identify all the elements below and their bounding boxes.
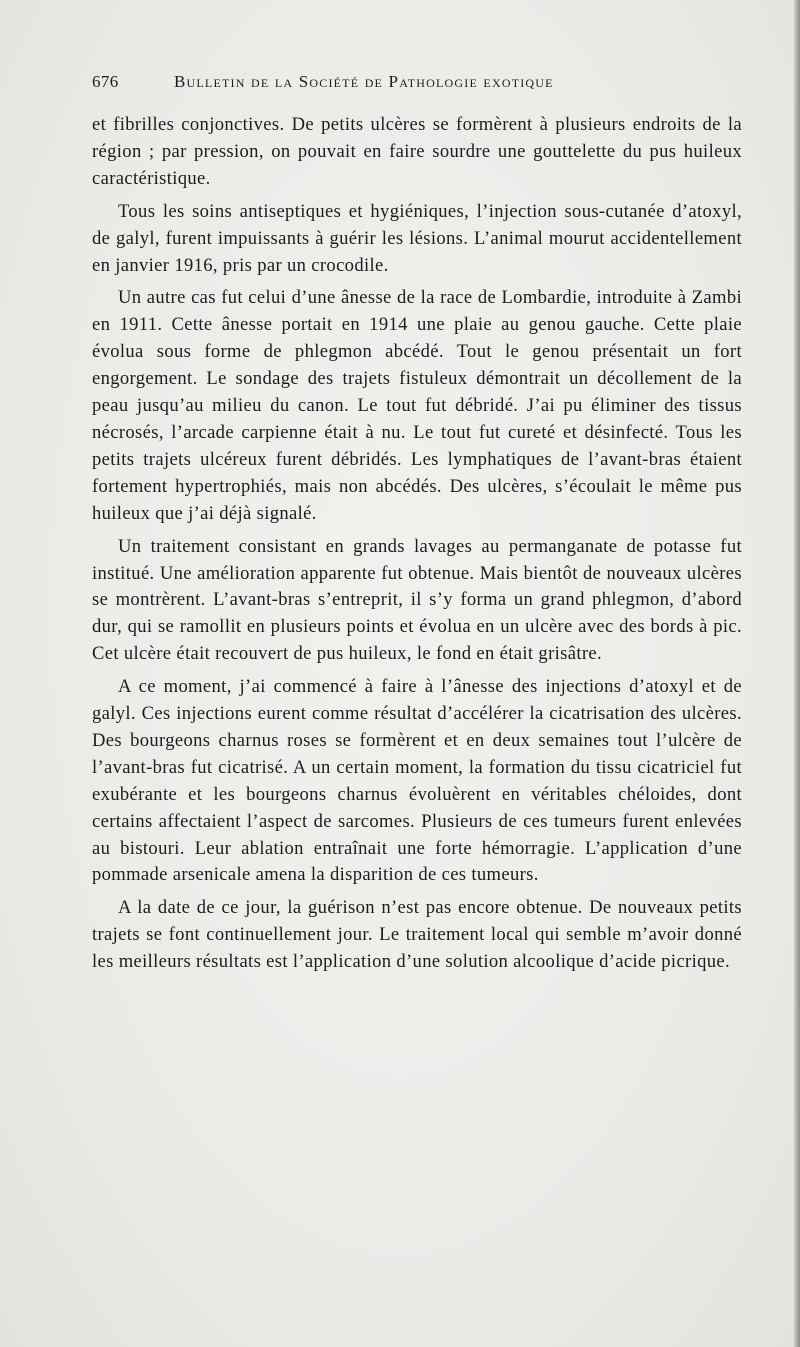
- journal-title: Bulletin de la Société de Pathologie exotique: [174, 72, 554, 91]
- paragraph: Tous les soins antiseptiques et hygiéniques, l’injection sous-cutanée d’atoxyl, de galyl, furent impuissants à guérir les lésions. L’animal mourut accidentellement en janvier 1916, pris par un crocodile.: [92, 200, 742, 276]
- article-body: [92, 112, 742, 982]
- paragraph: A la date de ce jour, la guérison n’est pas encore obtenue. De nouveaux petits trajets se font continuellement jour. Le traitement local qui semble m’avoir donné les meilleurs résultats est l’application d’une solution alcoolique d’acide picrique.: [92, 897, 742, 973]
- paragraph: Un traitement consistant en grands lavages au permanganate de potasse fut institué. Une amélioration apparente fut obtenue. Mais bientôt de nouveaux ulcères se montrèrent. L’avant-bras s’entreprit, il s’y forma un grand phlegmon, d’abord dur, qui se ramollit en plusieurs points et évolua en un ulcère avec des bords à pic. Cet ulcère était recouvert de pus huileux, le fond en était grisâtre.: [92, 535, 742, 665]
- page-number: 676: [92, 72, 119, 91]
- paragraph: Un autre cas fut celui d’une ânesse de la race de Lombardie, introduite à Zambi en 1911. Cette ânesse portait en 1914 une plaie au genou gauche. Cette plaie évolua sous forme de phlegmon abcédé. Tout le genou présentait un fort engorgement. Le sondage des trajets fistuleux démontrait un décollement de la peau jusqu’au milieu du canon. Le tout fut débridé. J’ai pu éliminer des tissus nécrosés, l’arcade carpienne était à nu. Le tout fut cureté et désinfecté. Tous les petits trajets ulcéreux furent débridés. Les lymphatiques de l’avant-bras étaient fortement hypertrophiés, mais non abcédés. Des ulcères, s’écoulait le même pus huileux que j’ai déjà signalé.: [92, 287, 742, 524]
- page-edge-shadow: [794, 0, 800, 1347]
- paragraph: et fibrilles conjonctives. De petits ulcères se formèrent à plusieurs endroits de la région ; par pression, on pouvait en faire sourdre une gouttelette du pus huileux caractéristique.: [92, 114, 742, 189]
- paragraph: A ce moment, j’ai commencé à faire à l’ânesse des injections d’atoxyl et de galyl. Ces injections eurent comme résultat d’accélérer la cicatrisation des ulcères. Des bourgeons charnus roses se formèrent et en deux semaines tout l’ulcère de l’avant-bras fut cicatrisé. A un certain moment, la formation du tissu cicatriciel fut exubérante et les bourgeons charnus évoluèrent en véritables chéloides, dont certains affectaient l’aspect de sarcomes. Plusieurs de ces tumeurs furent enlevées au bistouri. Leur ablation entraînait une forte hémorragie. L’application d’une pommade arsenicale amena la disparition de ces tumeurs.: [92, 676, 742, 886]
- running-header: [92, 72, 650, 96]
